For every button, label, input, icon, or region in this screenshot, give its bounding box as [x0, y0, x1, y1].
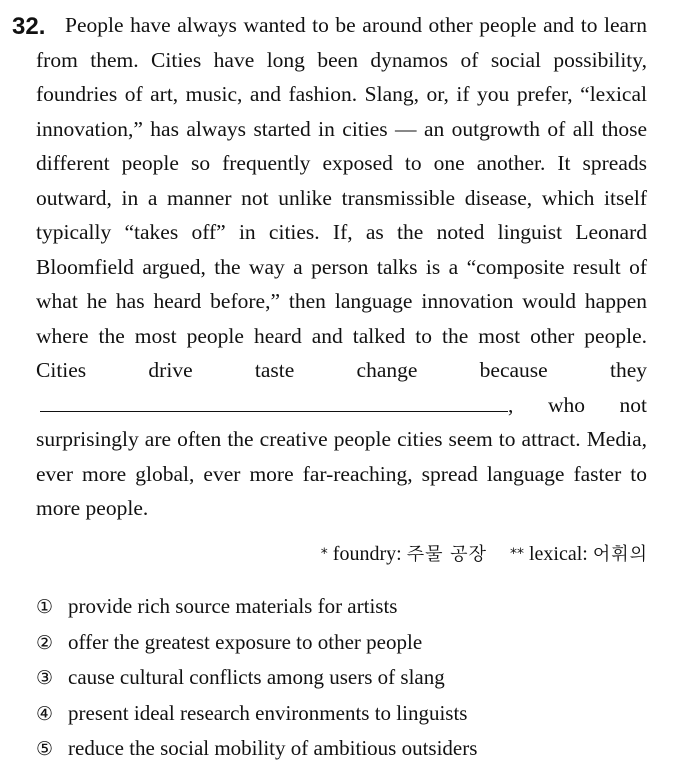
footnote-marker: **: [509, 546, 524, 562]
option-3[interactable]: [36, 660, 477, 696]
option-marker: ①: [36, 596, 54, 618]
footnotes: [321, 539, 648, 570]
option-marker: ③: [36, 667, 54, 689]
footnote-term: foundry:: [332, 543, 402, 565]
option-marker: ⑤: [36, 738, 54, 760]
footnote-marker: *: [320, 546, 328, 562]
passage-after-blank: , who not surprisingly are often the creative people cities seem to attract. Media, ever more global, ever more far-reaching, spread language faster to more people.: [36, 392, 647, 520]
option-text: offer the greatest exposure to other people: [68, 629, 423, 654]
option-1[interactable]: [36, 589, 477, 625]
option-4[interactable]: [36, 696, 477, 732]
footnote-lexical: [510, 543, 648, 565]
footnote-term: lexical:: [528, 543, 588, 565]
footnote-meaning: 주물 공장: [406, 544, 487, 565]
answer-blank: [40, 389, 508, 412]
option-5[interactable]: [36, 731, 477, 767]
question-block: [0, 8, 682, 526]
option-text: provide rich source materials for artists: [68, 594, 398, 618]
option-2[interactable]: [36, 625, 477, 661]
option-text: cause cultural conflicts among users of slang: [68, 665, 445, 689]
footnote-meaning: 어휘의: [592, 544, 648, 565]
footnote-foundry: [321, 543, 492, 565]
option-marker: ②: [36, 631, 54, 654]
question-number: 32.: [12, 13, 46, 40]
option-text: present ideal research environments to linguists: [68, 700, 468, 725]
passage: [0, 8, 647, 526]
option-marker: ④: [36, 702, 54, 725]
option-text: reduce the social mobility of ambitious outsiders: [68, 736, 478, 760]
answer-options: [36, 589, 477, 767]
passage-before-blank: People have always wanted to be around other people and to learn from them. Cities have long been dynamos of social possibility, foundries of art, music, and fashion. Slang, or, if you prefer, “lexical innovation,” has always started in cities — an outgrowth of all those different people so frequently exposed to one another. It spreads outward, in a manner not unlike transmissible disease, which itself typically “takes off” in cities. If, as the noted linguist Leonard Bloomfield argued, the way a person talks is a “composite result of what he has heard before,” then language innovation would happen where the most people heard and talked to the most other people. Cities drive taste change because they: [36, 13, 647, 382]
